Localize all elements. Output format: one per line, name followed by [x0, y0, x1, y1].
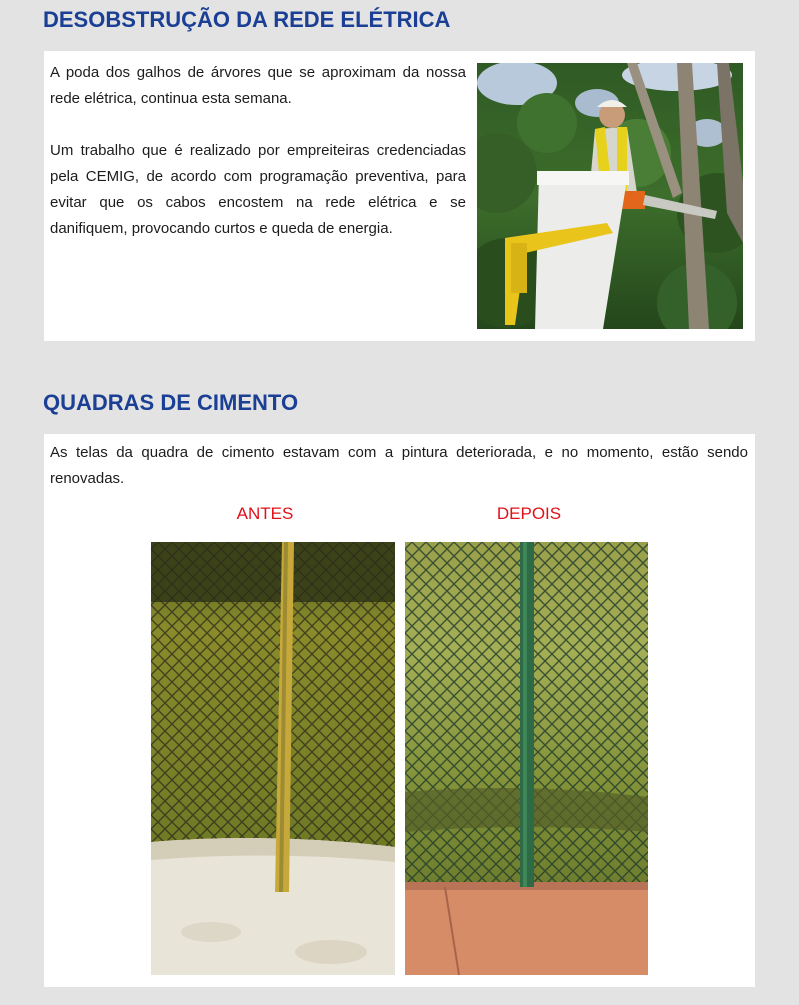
section-title-quadras: QUADRAS DE CIMENTO	[43, 390, 299, 415]
rede-eletrica-card	[44, 51, 755, 341]
tree-pruning-photo	[477, 63, 743, 329]
section-title-rede-eletrica: DESOBSTRUÇÃO DA REDE ELÉTRICA	[43, 7, 451, 32]
quadras-paragraph: As telas da quadra de cimento estavam com a pintura deteriorada, e no momento, estão sendo renovadas.	[50, 444, 748, 487]
fence-after-photo	[405, 542, 648, 975]
quadras-card	[44, 434, 755, 987]
caption-depois: DEPOIS	[496, 504, 562, 523]
rede-eletrica-paragraph-2: Um trabalho que é realizado por empreiteiras credenciadas pela CEMIG, de acordo com programação preventiva, para evitar que os cabos encostem na rede elétrica e se danifiquem, provocando curtos e queda de energia.	[50, 142, 466, 237]
fence-before-photo	[151, 542, 395, 975]
rede-eletrica-paragraph-1: A poda dos galhos de árvores que se aproximam da nossa rede elétrica, continua esta semana.	[50, 64, 466, 107]
rede-eletrica-text	[50, 60, 466, 242]
caption-antes: ANTES	[236, 504, 294, 523]
quadras-text	[50, 440, 748, 492]
